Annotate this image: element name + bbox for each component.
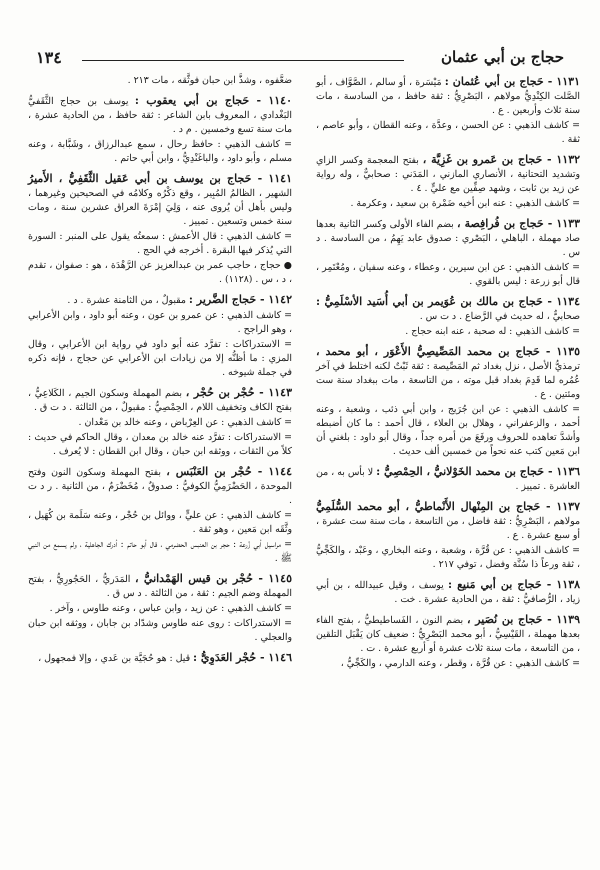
biography-entry	[316, 294, 580, 339]
entry-paragraph	[28, 650, 292, 666]
entry-annotation: = كاشف الذهبي : عن ابن جُرَيج ، وابن أبي ذئب ، وشعبة ، وعنه أحمد ، والزعفراني ، وهلال بن العلاء ، قال أحمد : ما كان أضبطه وأشدَّ تعاهده للحروف ورفَعَ من أمره جداً ، وقال أبو داود : بلغني أن ابن مَعين كتب عنه نحواً من خمسين ألف حديث .	[316, 404, 580, 457]
entry-heading: ١١٣٨ - حَجاج بن أبي مَنيع :	[447, 578, 581, 591]
header-rule	[82, 60, 404, 61]
page-number: ١٣٤	[36, 48, 62, 67]
entry-paragraph	[28, 171, 292, 229]
biography-entry	[28, 171, 292, 287]
entry-heading: ١١٣٥ - حَجاج بن محمد المَصِّيصِيُّ الأَعْوَر ، أبو محمد ،	[316, 345, 580, 358]
left-column	[28, 74, 292, 671]
entry-annotation: = كاشف الذهبي : عن عليٍّ ، ووائل بن حُجْر ، وعنه سَلَمة بن كُهَيل ، وثَّقَه ابن مَعين ، وهو ثقة .	[28, 510, 292, 535]
biography-entry	[316, 152, 580, 211]
entry-heading: ١١٤٣ - حُجْر بن حُجْر ،	[185, 386, 292, 399]
entry-body: قيل : هو حُجَيَّة بن عَدي ، وإلا فمجهول ،	[38, 653, 191, 664]
biography-entry	[28, 93, 292, 166]
entry-annotation: = كاشف الذهبي : عنه ابن أخيه ضَمْرة بن سعيد ، وعكرمة .	[350, 198, 580, 209]
entry-paragraph	[316, 499, 580, 543]
entry-annotation: = كاشف الذهبي : عن العِرْباض ، وعنه خالد بن مَعْدان .	[78, 417, 292, 428]
entry-body: الشهير ، الظالمُ المُبِير ، وقع ذكْرُه وكلامُه في الصحيحين وغيرهما ، وليس بأهل أن يُروى عنه ، وَلِيَ إمْرَةَ العراق عشرين سنة ، ومات سنة خمس وتسعين . تمييز .	[28, 188, 292, 227]
entry-paragraph	[28, 74, 292, 88]
entry-heading: ١١٤٠ - حَجاج بن أبي يعقوب :	[134, 94, 292, 107]
entry-paragraph	[28, 292, 292, 308]
entry-heading: ١١٤٢ - حَجاج الضَّرير :	[188, 293, 292, 306]
entry-heading: ١١٣٦ - حَجاج بن محمد الخَوْلانيُّ ، الحِمْصِيُّ :	[376, 465, 581, 478]
biography-entry	[28, 571, 292, 645]
entry-heading: ١١٣٩ - حَجاج بن نُصَير ،	[466, 613, 580, 626]
entry-heading: ١١٣٢ - حَجاج بن عَمرو بن غَزِيَّة ،	[422, 153, 581, 166]
entry-heading: ١١٤٦ - حُجْر العَدَوِيُّ :	[193, 651, 292, 664]
entry-heading: ١١٤٤ - حُجْر بن العَنْبَس ،	[166, 465, 292, 478]
entry-paragraph	[316, 74, 580, 118]
entry-body: صحابيٌّ ، له حديث في الرَّضاع . د ت س .	[419, 311, 580, 322]
entry-paragraph	[28, 464, 292, 508]
entry-paragraph	[316, 216, 580, 260]
entry-annotation: = كاشف الذهبي : عن زيد ، وابن عباس ، وعنه طاوس ، وآخر .	[49, 603, 292, 614]
entry-paragraph	[28, 571, 292, 601]
entry-body: ضعَّفوه ، وشذَّ ابن حبان فوثَّقه ، مات ٢١٣ .	[127, 75, 292, 86]
entry-annotation: = كاشف الذهبي : قال الأعمش : سمعتُه يقول على المنبر : السورة التي يُذكر فيها البقرة . أخرجه في الحج .	[28, 231, 292, 256]
entry-body: بفتح المعجمة وكسر الزاي وتشديد التحتانية ، الأنصاري المازني ، المَدَني : صحابيٌّ ، وله رواية عن زيد بن ثابت ، وشهد صِفِّين مع عليٍّ . ٤ .	[316, 155, 580, 194]
entry-annotation: = كاشف الذهبي : عن الحسن ، وعدَّة ، وعنه القطان ، وأبو عاصم ، ثقة .	[316, 120, 580, 145]
entry-heading: ١١٣١ - حَجاج بن أبي عُثمان :	[444, 75, 580, 88]
biography-entry	[316, 577, 580, 607]
biography-entry	[316, 74, 580, 147]
entry-paragraph	[316, 294, 580, 324]
running-header	[36, 46, 564, 72]
entry-body: مقبولٌ ، من الثامنة عشرة . د .	[67, 295, 186, 306]
entry-annotation: = كاشف الذهبي : عن قُرَّة ، وقطر ، وعنه الدارمي ، والكَجِّيُّ ،	[340, 658, 580, 669]
entry-body: لا بأس به ، من العاشرة . تمييز .	[316, 467, 580, 492]
entry-body: يوسف بن حجاج الثَّقَفيُّ البَغْدادي ، المعروف بابن الشاعر : ثقة حافظ ، من الحادية عشرة ، مات سنة تسع وخمسين . م د .	[28, 96, 292, 135]
entry-annotation: = كاشف الذهبي : عن ابن سيرين ، وعطاء ، وعنه سفيان ، ومُعْتَمِر ، قال أبو زرعة : ليس بالقوي .	[316, 262, 580, 287]
entry-body: بفتح المهملة وسكون النون وفتح الموحدة ، الحَضْرَمِيُّ الكوفيُّ : صدوقٌ ، مُخَضْرَمٌ ، من الثانية . ر د ت .	[28, 467, 292, 506]
biography-entry	[316, 612, 580, 671]
biography-entry	[28, 74, 292, 88]
entry-body: بضم المهملة وسكون الجيم ، الكَلاعِيُّ ، بفتح الكاف وتخفيف اللام ، الحِمْصِيُّ : مقبولٌ ، من الثالثة . د ت ق .	[28, 388, 292, 413]
entry-body: بضم الفاء الأولى وكسر الثانية بعدها صاد مهملة ، الباهلي ، البَصْري : صدوق عابد يَهِمُ ، من السادسة . د س .	[316, 219, 580, 258]
entry-paragraph	[316, 612, 580, 656]
entry-heading: ١١٤١ - حَجاج بن يوسف بن أبي عَقيل الثَّقَفِيُّ ، الأَميرُ	[28, 172, 292, 185]
entry-heading: ١١٣٧ - حَجاج بن المِنْهال الأَنْماطيُّ ، أبو محمد السُّلَمِيُّ	[316, 500, 580, 513]
entry-body: المَدَريُّ ، الحَجُورِيُّ ، بفتح المهملة وضم الجيم : ثقة ، من الثالثة . د س ق .	[28, 574, 292, 599]
biography-entry	[28, 292, 292, 380]
biography-entry	[28, 650, 292, 666]
entry-annotation: = الاستدراكات : تفرَّد عنه أبو داود في رواية ابن الأعرابي ، وقال المزي : ما أظنُّه إلا من زيادات ابن الأعرابي عن حجاج ، فإنه ذكره في جملة شيوخه .	[28, 339, 292, 378]
entry-body: مولاهم ، البَصْرِيُّ : ثقة فاضل ، من التاسعة ، مات سنة ست عشرة ، أو سبع عشرة . ع .	[316, 516, 580, 541]
entry-body: مَيْسَرة ، أو سالم ، الصَّوَّاف ، أبو الصَّلت الكِنْدِيُّ مولاهم ، البَصْرِيُّ : ثقة حافظ ، من السادسة ، مات سنة ثلاث وأربعين . ع .	[316, 77, 580, 116]
entry-annotation: = كاشف الذهبي : حافظ رحال ، سمع عبدالرزاق ، وشَبَّابة ، وعنه مسلم ، وأبو داود ، والباغَنْدِيُّ ، وابن أبي حاتم .	[28, 139, 292, 164]
biography-entry	[28, 464, 292, 566]
entry-body: يوسف ، وقيل عبيدالله ، بن أبي زياد ، الرُّصافيُّ : ثقة ، من الحادية عشرة . خت .	[316, 580, 580, 605]
entry-paragraph	[28, 93, 292, 137]
entry-paragraph	[316, 344, 580, 402]
biography-entry	[316, 344, 580, 459]
entry-heading: ١١٣٤ - حَجاج بن مالك بن عُوَيمر بن أبي أُسَيد الأسْلَمِيُّ :	[316, 295, 580, 308]
entry-annotation: ● حجاج ، حاجب عمر بن عبدالعزيز عن الرَّهْدَة ، هو : صفوان ، تقدم ، د ، س . (١١٢٨) .	[28, 260, 292, 285]
biography-entry	[316, 216, 580, 289]
entry-body: بضم النون ، الفَساطيطيُّ ، بفتح الفاء بعدها مهملة ، القَيْسِيُّ ، أبو محمد البَصْرِيُّ : ضعيف كان يَقْبَل التلقين ، من التاسعة ، مات سنة ثلاث عشرة أو أربع عشرة . ت .	[316, 615, 580, 654]
entry-body: ترمذيُّ الأصل ، نزل بغداد ثم المَصِّيصة : ثقة ثَبْتٌ لكنه اختلط في آخر عُمُره لما قَدِمَ بغداد قبل موته ، من التاسعة ، مات ببغداد سنة ست ومئتين . ع .	[316, 361, 580, 400]
entry-annotation: = كاشف الذهبي : عن عمرو بن عون ، وعنه أبو داود ، وابن الأعرابي ، وهو الراجح .	[28, 310, 292, 335]
entry-paragraph	[316, 152, 580, 196]
biography-entry	[316, 464, 580, 494]
running-title: حجاج بن أبي عثمان	[440, 48, 564, 66]
biography-entry	[316, 499, 580, 572]
entry-annotation: = كاشف الذهبي : له صحبة ، عنه ابنه حجاج .	[405, 326, 580, 337]
entry-heading: ١١٤٥ - حُجْر بن قيس الهَمْدانيُّ ،	[134, 572, 292, 585]
entry-paragraph	[316, 577, 580, 607]
entry-paragraph	[316, 464, 580, 494]
entry-heading: ١١٣٣ - حَجاج بن فُرافِصة ،	[456, 217, 580, 230]
biography-entry	[28, 385, 292, 459]
entry-annotation: = الاستدراكات : تفرَّد عنه خالد بن معدان ، وقال الحاكم في حديث : كلاً من الثقات ، ووثقه ابن حبان ، وقال ابن القطان : لا يُعرف .	[28, 432, 292, 457]
right-column	[316, 74, 580, 676]
entry-annotation: = الاستدراكات : روى عنه طاوس وشدّاد بن جابان ، ووثقه ابن حبان والعجلي .	[28, 618, 292, 643]
entry-annotation: = مراسيل أبي زُرعة : حجر بن العنبس الحضرمي ، قال أبو حاتم : أدرك الجاهلية ، ولم يسمع من النبي ﷺ .	[28, 539, 292, 564]
entry-paragraph	[28, 385, 292, 415]
entry-annotation: = كاشف الذهبي : عن قُرَّة ، وشعبة ، وعنه البخاري ، وعَبْد ، والكَجِّيُّ ، ثقة ورعاً ذا سُنَّة وفضل ، توفي ٢١٧ .	[316, 545, 580, 570]
